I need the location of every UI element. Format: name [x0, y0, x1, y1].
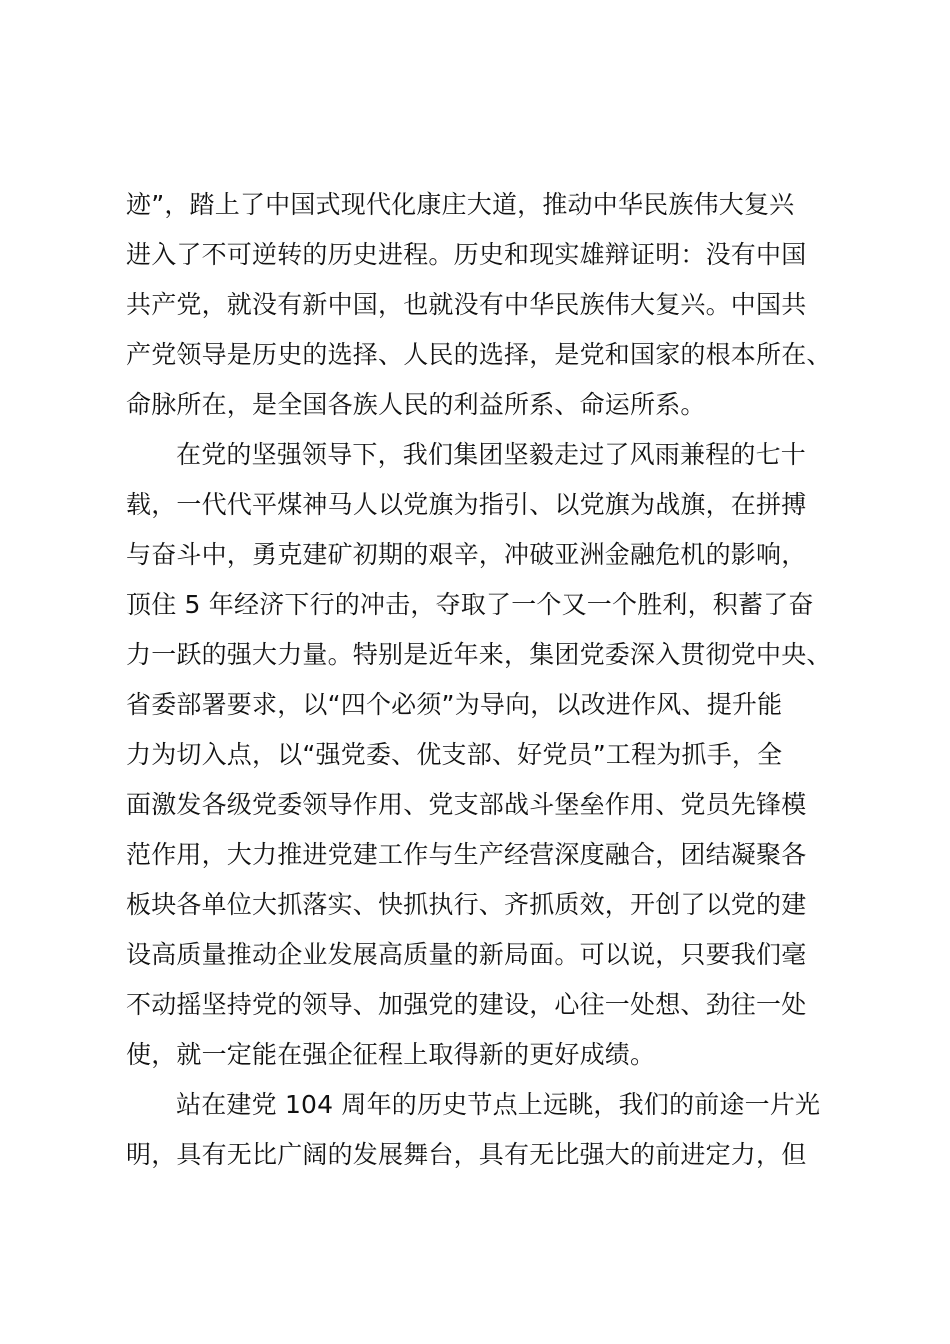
text-line: 共产党，就没有新中国，也就没有中华民族伟大复兴。中国共	[126, 290, 807, 319]
text-line: 省委部署要求，以“四个必须”为导向，以改进作风、提升能	[126, 690, 783, 719]
text-line: 进入了不可逆转的历史进程。历史和现实雄辩证明：没有中国	[126, 240, 807, 269]
text-line: 板块各单位大抓落实、快抓执行、齐抓质效，开创了以党的建	[126, 890, 807, 919]
text-line: 设高质量推动企业发展高质量的新局面。可以说，只要我们毫	[126, 940, 807, 969]
body-text	[126, 180, 846, 1180]
text-line: 不动摇坚持党的领导、加强党的建设，心往一处想、劲往一处	[126, 990, 807, 1019]
text-line: 迹”，踏上了中国式现代化康庄大道，推动中华民族伟大复兴	[126, 190, 795, 219]
paragraph-first-line: 在党的坚强领导下，我们集团坚毅走过了风雨兼程的七十	[176, 440, 807, 469]
text-line: 明，具有无比广阔的发展舞台，具有无比强大的前进定力，但	[126, 1140, 807, 1169]
text-line: 力为切入点，以“强党委、优支部、好党员”工程为抓手，全	[126, 740, 783, 769]
text-line: 面激发各级党委领导作用、党支部战斗堡垒作用、党员先锋模	[126, 790, 807, 819]
text-line: 使，就一定能在强企征程上取得新的更好成绩。	[126, 1040, 656, 1069]
text-line: 与奋斗中，勇克建矿初期的艰辛，冲破亚洲金融危机的影响，	[126, 540, 807, 569]
paragraph-first-line: 站在建党 104 周年的历史节点上远眺，我们的前途一片光	[176, 1090, 821, 1119]
text-line: 力一跃的强大力量。特别是近年来，集团党委深入贯彻党中央、	[126, 640, 832, 669]
text-line: 命脉所在，是全国各族人民的利益所系、命运所系。	[126, 390, 706, 419]
text-line: 范作用，大力推进党建工作与生产经营深度融合，团结凝聚各	[126, 840, 807, 869]
text-line: 载，一代代平煤神马人以党旗为指引、以党旗为战旗，在拼搏	[126, 490, 807, 519]
text-line: 顶住 5 年经济下行的冲击，夺取了一个又一个胜利，积蓄了奋	[126, 590, 814, 619]
text-line: 产党领导是历史的选择、人民的选择，是党和国家的根本所在、	[126, 340, 832, 369]
